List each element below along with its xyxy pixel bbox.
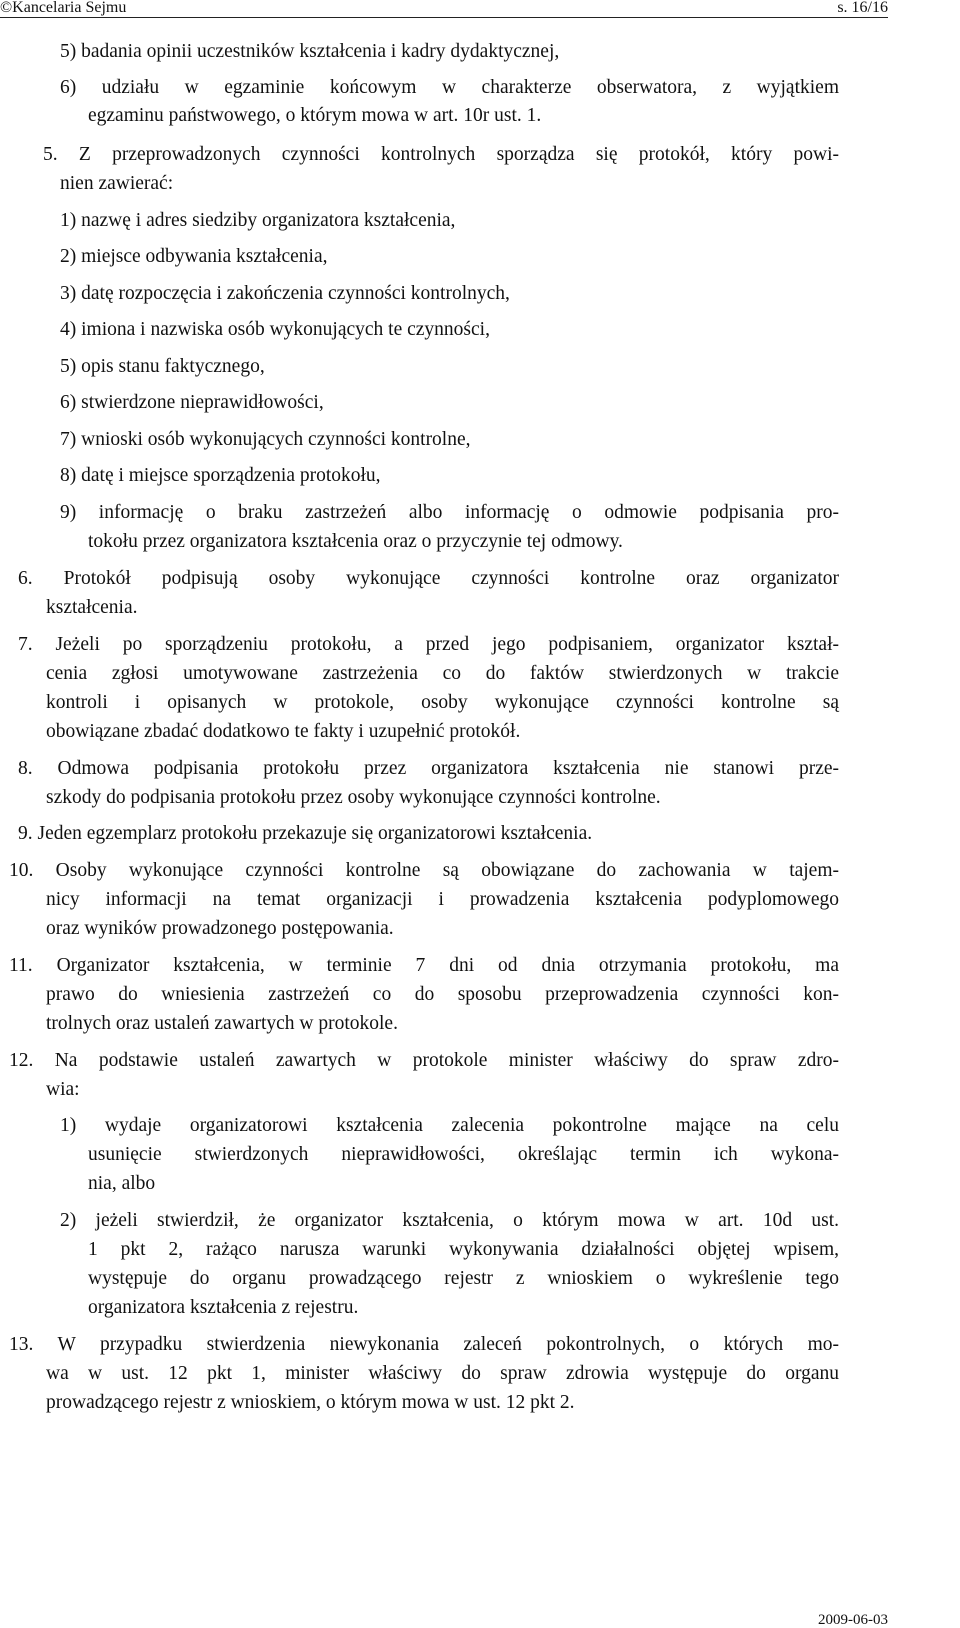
text-line: wia: (46, 1079, 80, 1100)
text-line: 6) udziału w egzaminie końcowym w charakterze obserwatora, z wyjątkiem (60, 77, 839, 98)
text-line: organizatora kształcenia z rejestru. (88, 1297, 359, 1318)
text-line: tokołu przez organizatora kształcenia oraz o przyczynie tej odmowy. (88, 531, 623, 552)
text-line: 8. Odmowa podpisania protokołu przez organizatora kształcenia nie stanowi prze- (18, 758, 839, 779)
text-line: egzaminu państwowego, o którym mowa w art. 10r ust. 1. (88, 105, 542, 126)
text-line: cenia zgłosi umotywowane zastrzeżenia co do faktów stwierdzonych w trakcie (46, 663, 839, 684)
text-line: kształcenia. (46, 597, 138, 618)
text-line: oraz wyników prowadzonego postępowania. (46, 918, 394, 939)
text-line: 5) badania opinii uczestników kształcenia i kadry dydaktycznej, (60, 41, 560, 62)
text-line: prawo do wniesienia zastrzeżeń co do sposobu przeprowadzenia czynności kon- (46, 984, 839, 1005)
text-line: 2) miejsce odbywania kształcenia, (60, 246, 328, 267)
header-copyright: ©Kancelaria Sejmu (0, 0, 127, 16)
text-line: 8) datę i miejsce sporządzenia protokołu, (60, 465, 381, 486)
text-line: trolnych oraz ustaleń zawartych w protokole. (46, 1013, 398, 1034)
text-line: usunięcie stwierdzonych nieprawidłowości, określając termin ich wykona- (88, 1144, 839, 1165)
text-line: 5) opis stanu faktycznego, (60, 356, 265, 377)
text-line: 13. W przypadku stwierdzenia niewykonania zaleceń pokontrolnych, o których mo- (9, 1334, 839, 1355)
text-line: 4) imiona i nazwiska osób wykonujących te czynności, (60, 319, 490, 340)
text-line: 1) wydaje organizatorowi kształcenia zalecenia pokontrolne mające na celu (60, 1115, 839, 1136)
text-line: 11. Organizator kształcenia, w terminie 7 dni od dnia otrzymania protokołu, ma (9, 955, 839, 976)
text-line: kontroli i opisanych w protokole, osoby wykonujące czynności kontrolne są (46, 692, 839, 713)
text-line: nia, albo (88, 1173, 156, 1194)
header-page-number: s. 16/16 (837, 0, 888, 16)
text-line: 10. Osoby wykonujące czynności kontrolne są obowiązane do zachowania w tajem- (9, 860, 839, 881)
header-divider (0, 17, 888, 18)
text-line: obowiązane zbadać dodatkowo te fakty i uzupełnić protokół. (46, 721, 521, 742)
footer-date: 2009-06-03 (818, 1612, 888, 1628)
text-line: 6) stwierdzone nieprawidłowości, (60, 392, 324, 413)
text-line: 1 pkt 2, rażąco narusza warunki wykonywania działalności objętej wpisem, (88, 1239, 839, 1260)
text-line: 12. Na podstawie ustaleń zawartych w protokole minister właściwy do spraw zdro- (9, 1050, 839, 1071)
text-line: 9. Jeden egzemplarz protokołu przekazuje się organizatorowi kształcenia. (18, 823, 593, 844)
text-line: 9) informację o braku zastrzeżeń albo informację o odmowie podpisania pro- (60, 502, 839, 523)
text-line: 7. Jeżeli po sporządzeniu protokołu, a przed jego podpisaniem, organizator kształ- (18, 634, 839, 655)
text-line: 6. Protokół podpisują osoby wykonujące czynności kontrolne oraz organizator (18, 568, 839, 589)
text-line: 3) datę rozpoczęcia i zakończenia czynności kontrolnych, (60, 283, 510, 304)
text-line: występuje do organu prowadzącego rejestr z wnioskiem o wykreślenie tego (88, 1268, 839, 1289)
text-line: prowadzącego rejestr z wnioskiem, o którym mowa w ust. 12 pkt 2. (46, 1392, 575, 1413)
text-line: 5. Z przeprowadzonych czynności kontrolnych sporządza się protokół, który powi- (43, 144, 839, 165)
text-line: 7) wnioski osób wykonujących czynności kontrolne, (60, 429, 471, 450)
text-line: wa w ust. 12 pkt 1, minister właściwy do spraw zdrowia występuje do organu (46, 1363, 839, 1384)
text-line: szkody do podpisania protokołu przez osoby wykonujące czynności kontrolne. (46, 787, 661, 808)
text-line: 2) jeżeli stwierdził, że organizator kształcenia, o którym mowa w art. 10d ust. (60, 1210, 839, 1231)
text-line: nien zawierać: (60, 173, 174, 194)
text-line: 1) nazwę i adres siedziby organizatora kształcenia, (60, 210, 456, 231)
text-line: nicy informacji na temat organizacji i prowadzenia kształcenia podyplomowego (46, 889, 839, 910)
